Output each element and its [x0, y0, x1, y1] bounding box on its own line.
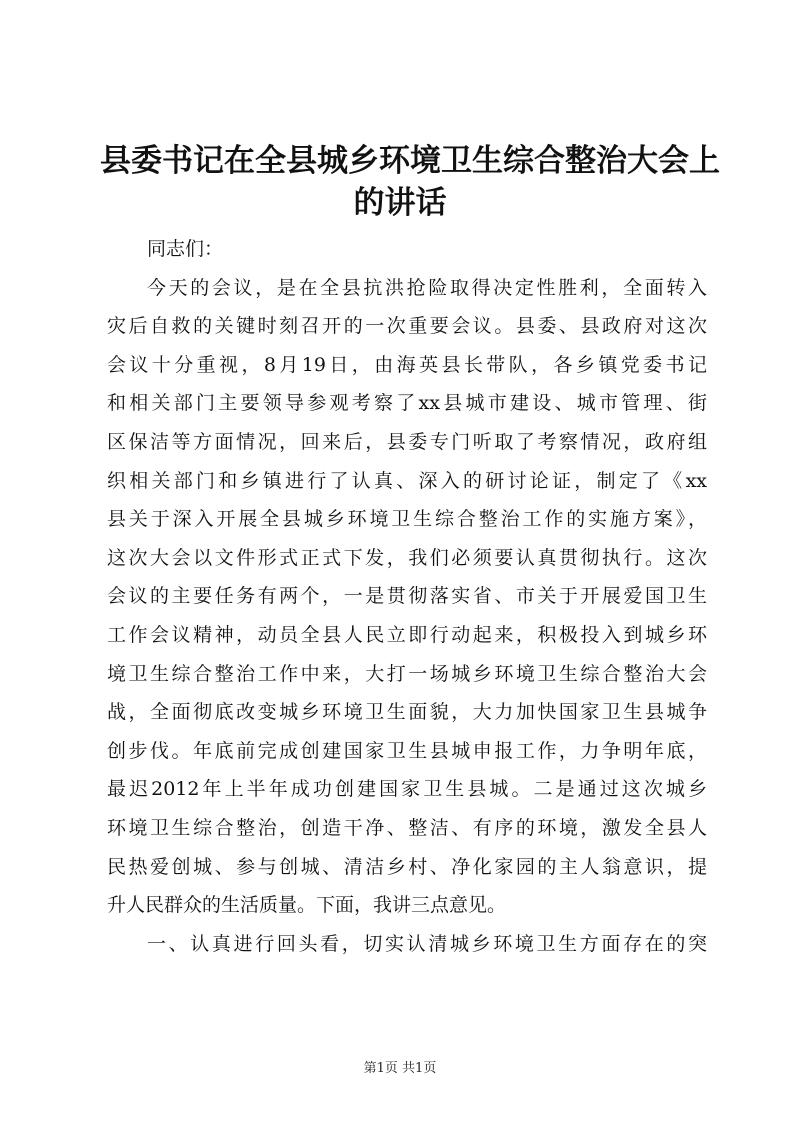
paragraph-line: 战，全面彻底改变城乡环境卫生面貌，大力加快国家卫生县城争 — [107, 701, 707, 724]
paragraph-line: 会议的主要任务有两个，一是贯彻落实省、市关于开展爱国卫生 — [107, 585, 707, 608]
paragraph-line: 境卫生综合整治工作中来，大打一场城乡环境卫生综合整治大会 — [107, 662, 707, 685]
paragraph-line: 今天的会议，是在全县抗洪抢险取得决定性胜利，全面转入 — [147, 276, 707, 299]
paragraph-line: 升人民群众的生活质量。下面，我讲三点意见。 — [107, 894, 507, 917]
paragraph-line: 灾后自救的关键时刻召开的一次重要会议。县委、县政府对这次 — [107, 315, 707, 338]
paragraph-line: 环境卫生综合整治，创造干净、整洁、有序的环境，激发全县人 — [107, 816, 707, 839]
salutation: 同志们： — [147, 238, 224, 260]
paragraph-line: 县关于深入开展全县城乡环境卫生综合整治工作的实施方案》， — [107, 508, 707, 531]
paragraph-line: 工作会议精神，动员全县人民立即行动起来，积极投入到城乡环 — [107, 623, 707, 646]
page-number-footer: 第1页 共1页 — [363, 1061, 437, 1076]
paragraph-line: 最迟2012年上半年成功创建国家卫生县城。二是通过这次城乡 — [107, 778, 707, 801]
document-title-line-1: 县委书记在全县城乡环境卫生综合整治大会上 — [100, 143, 720, 179]
document-title-line-2: 的讲话 — [353, 185, 447, 221]
paragraph-line: 创步伐。年底前完成创建国家卫生县城申报工作，力争明年底， — [107, 739, 707, 762]
paragraph-line: 织相关部门和乡镇进行了认真、深入的研讨论证，制定了《xx — [107, 469, 707, 492]
paragraph-line: 会议十分重视，8月19日，由海英县长带队，各乡镇党委书记 — [107, 353, 707, 376]
paragraph-line: 区保洁等方面情况，回来后，县委专门听取了考察情况，政府组 — [107, 430, 707, 453]
paragraph-line: 这次大会以文件形式正式下发，我们必须要认真贯彻执行。这次 — [107, 546, 707, 569]
section-heading-line: 一、认真进行回头看，切实认清城乡环境卫生方面存在的突 — [147, 932, 707, 955]
paragraph-line: 民热爱创城、参与创城、清洁乡村、净化家园的主人翁意识，提 — [107, 855, 707, 878]
paragraph-line: 和相关部门主要领导参观考察了xx县城市建设、城市管理、街 — [107, 392, 707, 415]
document-body — [107, 230, 707, 963]
